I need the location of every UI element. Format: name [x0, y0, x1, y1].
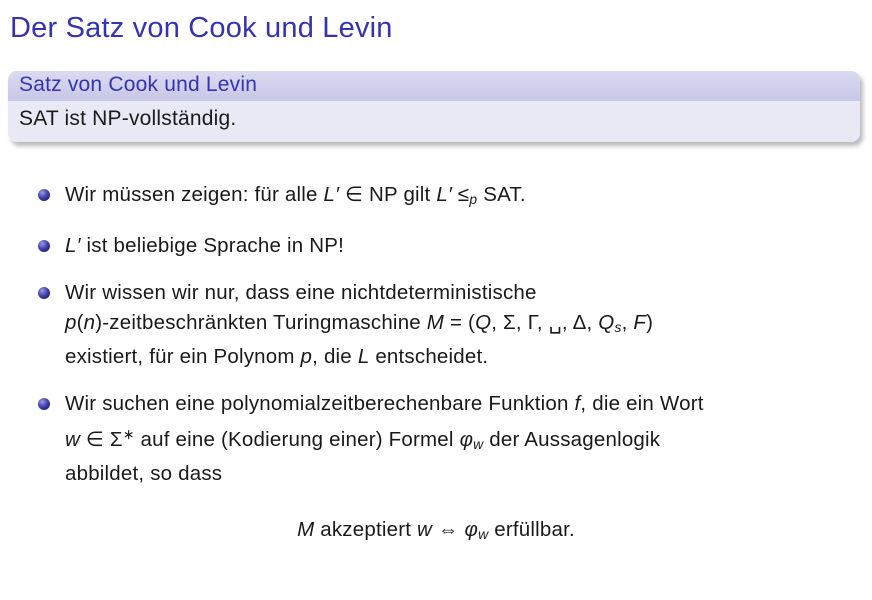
theorem-block — [8, 71, 860, 142]
bullet-item — [38, 389, 860, 489]
bullet-text: Wir müssen zeigen: für alle L′ ∈ NP gilt L′ ≤p SAT. — [65, 183, 526, 208]
bullet-item — [38, 231, 860, 261]
theorem-block-body: SAT ist NP-vollständig. — [8, 101, 860, 142]
page-title: Der Satz von Cook und Levin — [10, 12, 393, 44]
bullet-list — [38, 180, 860, 489]
bullet-icon — [38, 398, 50, 410]
bullet-icon — [38, 287, 50, 299]
bullet-text: Wir suchen eine polynomialzeitberechenbare Funktion f, die ein Wort w ∈ Σ∗ auf eine (Kodierung einer) Formel φw der Aussagenlogik abbildet, so dass — [65, 392, 704, 486]
bullet-item — [38, 180, 860, 214]
theorem-block-header: Satz von Cook und Levin — [8, 71, 860, 101]
formula: M akzeptiert w ⇔ φw erfüllbar. — [297, 518, 575, 543]
bullet-text: Wir wissen wir nur, dass eine nichtdeterministische p(n)-zeitbeschränkten Turingmaschine M = (Q, Σ, Γ, ␣, Δ, Qs, F) existiert, für ein Polynom p, die L entscheidet. — [65, 281, 654, 369]
bullet-text: L′ ist beliebige Sprache in NP! — [65, 234, 344, 258]
bullet-icon — [38, 189, 50, 201]
bullet-icon — [38, 240, 50, 252]
bullet-item — [38, 278, 860, 372]
